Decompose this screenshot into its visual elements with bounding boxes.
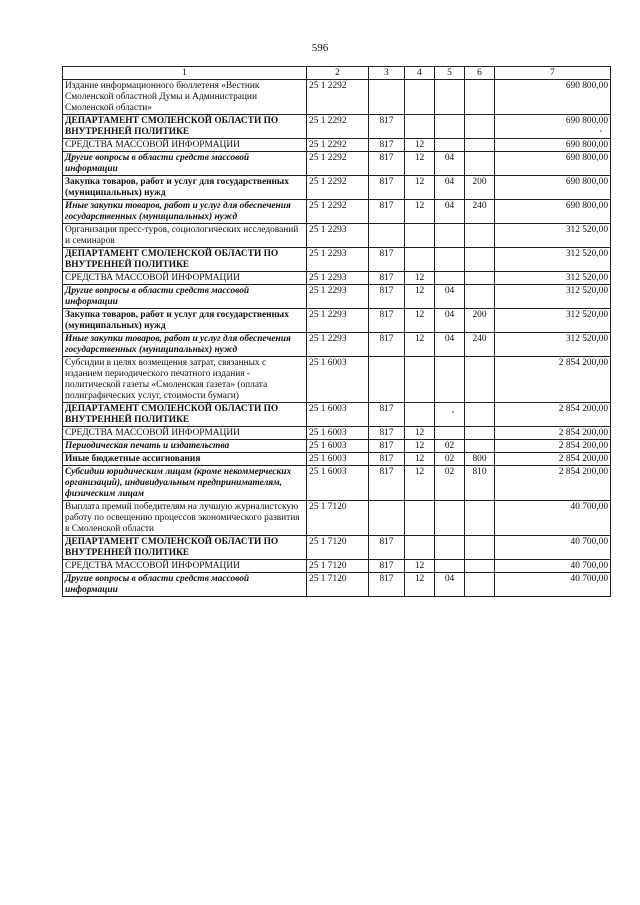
target-article-code-cell: 25 1 2292 [307,152,369,176]
table-row [63,573,611,597]
target-article-code-cell: 25 1 6003 [307,427,369,440]
ministry-code-cell: 817 [369,248,405,272]
amount-cell: 312 520,00 [495,309,611,333]
ministry-code-cell [369,357,405,403]
ministry-code-cell: 817 [369,560,405,573]
column-header: 3 [369,67,405,80]
subsection-code-cell [435,357,465,403]
target-article-code-cell: 25 1 7120 [307,536,369,560]
table-row [63,453,611,466]
subsection-code-cell [435,224,465,248]
table-row [63,536,611,560]
expense-type-cell: 240 [465,333,495,357]
target-article-code-cell: 25 1 2293 [307,309,369,333]
row-name-cell: Иные закупки товаров, работ и услуг для обеспечения государственных (муниципальных) нужд [63,200,307,224]
budget-table [62,66,611,597]
ministry-code-cell: 817 [369,403,405,427]
section-code-cell: 12 [405,200,435,224]
section-code-cell: 12 [405,285,435,309]
target-article-code-cell: 25 1 6003 [307,403,369,427]
target-article-code-cell: 25 1 2293 [307,333,369,357]
subsection-code-cell: 04 [435,152,465,176]
subsection-code-cell: 04 [435,176,465,200]
subsection-code-cell: 04 [435,309,465,333]
amount-cell: 690 800,00 [495,80,611,115]
row-name-cell: Другие вопросы в области средств массовой информации [63,573,307,597]
section-code-cell [405,248,435,272]
expense-type-cell [465,427,495,440]
ministry-code-cell: 817 [369,152,405,176]
expense-type-cell [465,357,495,403]
row-name-cell: ДЕПАРТАМЕНТ СМОЛЕНСКОЙ ОБЛАСТИ ПО ВНУТРЕННЕЙ ПОЛИТИКЕ [63,403,307,427]
amount-cell: 2 854 200,00 [495,453,611,466]
subsection-code-cell: 04 [435,333,465,357]
section-code-cell: 12 [405,453,435,466]
ministry-code-cell: 817 [369,573,405,597]
amount-cell: 40 700,00 [495,573,611,597]
subsection-code-cell [435,560,465,573]
section-code-cell: 12 [405,440,435,453]
expense-type-cell [465,115,495,139]
scan-artifact [452,411,454,413]
section-code-cell [405,403,435,427]
table-row [63,501,611,536]
target-article-code-cell: 25 1 2292 [307,80,369,115]
column-header: 2 [307,67,369,80]
table-row [63,139,611,152]
section-code-cell: 12 [405,139,435,152]
amount-cell: 312 520,00 [495,333,611,357]
expense-type-cell: 200 [465,176,495,200]
ministry-code-cell: 817 [369,272,405,285]
table-row [63,285,611,309]
row-name-cell: Издание информационного бюллетеня «Вестник Смоленской областной Думы и Администрации Смоленской области» [63,80,307,115]
expense-type-cell [465,440,495,453]
table-row [63,357,611,403]
ministry-code-cell: 817 [369,200,405,224]
amount-cell: 2 854 200,00 [495,466,611,501]
table-row [63,403,611,427]
ministry-code-cell [369,224,405,248]
ministry-code-cell: 817 [369,466,405,501]
table-body [63,80,611,597]
ministry-code-cell: 817 [369,176,405,200]
target-article-code-cell: 25 1 6003 [307,440,369,453]
expense-type-cell: 240 [465,200,495,224]
subsection-code-cell: 02 [435,453,465,466]
subsection-code-cell [435,248,465,272]
subsection-code-cell: 02 [435,466,465,501]
row-name-cell: СРЕДСТВА МАССОВОЙ ИНФОРМАЦИИ [63,427,307,440]
ministry-code-cell: 817 [369,139,405,152]
amount-cell: 40 700,00 [495,536,611,560]
amount-cell: 40 700,00 [495,501,611,536]
ministry-code-cell: 817 [369,333,405,357]
amount-cell: 690 800,00 [495,115,611,139]
target-article-code-cell: 25 1 7120 [307,573,369,597]
section-code-cell [405,536,435,560]
row-name-cell: ДЕПАРТАМЕНТ СМОЛЕНСКОЙ ОБЛАСТИ ПО ВНУТРЕННЕЙ ПОЛИТИКЕ [63,248,307,272]
target-article-code-cell: 25 1 2292 [307,115,369,139]
row-name-cell: Закупка товаров, работ и услуг для государственных (муниципальных) нужд [63,176,307,200]
target-article-code-cell: 25 1 7120 [307,501,369,536]
amount-cell: 2 854 200,00 [495,357,611,403]
table-row [63,309,611,333]
subsection-code-cell [435,139,465,152]
target-article-code-cell: 25 1 2292 [307,200,369,224]
ministry-code-cell: 817 [369,309,405,333]
table-row [63,200,611,224]
row-name-cell: Выплата премий победителям на лучшую журналистскую работу по освещению процессов экономического развития в Смоленской области [63,501,307,536]
row-name-cell: Субсидии в целях возмещения затрат, связанных с изданием периодического печатного издания - политической газеты «Смоленская газета» (оплата полиграфических услуг, стоимости бумаги) [63,357,307,403]
table-row [63,427,611,440]
ministry-code-cell: 817 [369,115,405,139]
amount-cell: 2 854 200,00 [495,403,611,427]
expense-type-cell [465,573,495,597]
table-row [63,224,611,248]
target-article-code-cell: 25 1 2293 [307,224,369,248]
expense-type-cell [465,152,495,176]
column-header: 4 [405,67,435,80]
section-code-cell: 12 [405,333,435,357]
expense-type-cell [465,285,495,309]
expense-type-cell [465,139,495,152]
row-name-cell: Организация пресс-туров, социологических исследований и семинаров [63,224,307,248]
row-name-cell: Периодическая печать и издательства [63,440,307,453]
table-row [63,560,611,573]
subsection-code-cell [435,403,465,427]
expense-type-cell [465,501,495,536]
target-article-code-cell: 25 1 7120 [307,560,369,573]
expense-type-cell [465,224,495,248]
section-code-cell: 12 [405,152,435,176]
ministry-code-cell: 817 [369,427,405,440]
subsection-code-cell: 04 [435,573,465,597]
target-article-code-cell: 25 1 2292 [307,176,369,200]
section-code-cell [405,115,435,139]
section-code-cell [405,80,435,115]
table-row [63,333,611,357]
table-row [63,115,611,139]
amount-cell: 40 700,00 [495,560,611,573]
target-article-code-cell: 25 1 6003 [307,453,369,466]
subsection-code-cell: 02 [435,440,465,453]
expense-type-cell [465,272,495,285]
subsection-code-cell: 04 [435,285,465,309]
amount-cell: 312 520,00 [495,248,611,272]
subsection-code-cell [435,536,465,560]
section-code-cell [405,224,435,248]
row-name-cell: Другие вопросы в области средств массовой информации [63,152,307,176]
row-name-cell: ДЕПАРТАМЕНТ СМОЛЕНСКОЙ ОБЛАСТИ ПО ВНУТРЕННЕЙ ПОЛИТИКЕ [63,536,307,560]
row-name-cell: ДЕПАРТАМЕНТ СМОЛЕНСКОЙ ОБЛАСТИ ПО ВНУТРЕННЕЙ ПОЛИТИКЕ [63,115,307,139]
expense-type-cell [465,536,495,560]
amount-cell: 690 800,00 [495,139,611,152]
subsection-code-cell [435,501,465,536]
target-article-code-cell: 25 1 2293 [307,272,369,285]
table-row [63,440,611,453]
column-header: 5 [435,67,465,80]
amount-cell: 312 520,00 [495,224,611,248]
ministry-code-cell [369,80,405,115]
scan-artifact [600,130,602,132]
target-article-code-cell: 25 1 2292 [307,139,369,152]
table-row [63,80,611,115]
amount-cell: 312 520,00 [495,272,611,285]
target-article-code-cell: 25 1 6003 [307,357,369,403]
table-row [63,272,611,285]
expense-type-cell [465,80,495,115]
expense-type-cell [465,248,495,272]
section-code-cell: 12 [405,466,435,501]
table-row [63,248,611,272]
row-name-cell: СРЕДСТВА МАССОВОЙ ИНФОРМАЦИИ [63,560,307,573]
section-code-cell: 12 [405,272,435,285]
row-name-cell: СРЕДСТВА МАССОВОЙ ИНФОРМАЦИИ [63,272,307,285]
section-code-cell: 12 [405,309,435,333]
section-code-cell: 12 [405,427,435,440]
subsection-code-cell [435,80,465,115]
ministry-code-cell [369,501,405,536]
subsection-code-cell: 04 [435,200,465,224]
column-header: 6 [465,67,495,80]
amount-cell: 690 800,00 [495,200,611,224]
ministry-code-cell: 817 [369,453,405,466]
section-code-cell: 12 [405,176,435,200]
expense-type-cell: 200 [465,309,495,333]
expense-type-cell [465,560,495,573]
section-code-cell [405,501,435,536]
ministry-code-cell: 817 [369,440,405,453]
ministry-code-cell: 817 [369,285,405,309]
subsection-code-cell [435,115,465,139]
amount-cell: 690 800,00 [495,152,611,176]
section-code-cell: 12 [405,560,435,573]
row-name-cell: Субсидии юридическим лицам (кроме некоммерческих организаций), индивидуальным предпринимателям, физическим лицам [63,466,307,501]
column-header: 1 [63,67,307,80]
row-name-cell: Иные бюджетные ассигнования [63,453,307,466]
subsection-code-cell [435,272,465,285]
amount-cell: 2 854 200,00 [495,440,611,453]
row-name-cell: Иные закупки товаров, работ и услуг для обеспечения государственных (муниципальных) нужд [63,333,307,357]
column-number-row [63,67,611,80]
row-name-cell: Закупка товаров, работ и услуг для государственных (муниципальных) нужд [63,309,307,333]
subsection-code-cell [435,427,465,440]
target-article-code-cell: 25 1 6003 [307,466,369,501]
section-code-cell: 12 [405,573,435,597]
row-name-cell: СРЕДСТВА МАССОВОЙ ИНФОРМАЦИИ [63,139,307,152]
amount-cell: 2 854 200,00 [495,427,611,440]
expense-type-cell [465,403,495,427]
column-header: 7 [495,67,611,80]
target-article-code-cell: 25 1 2293 [307,285,369,309]
section-code-cell [405,357,435,403]
row-name-cell: Другие вопросы в области средств массовой информации [63,285,307,309]
page-number: 596 [311,42,329,54]
target-article-code-cell: 25 1 2293 [307,248,369,272]
table-row [63,466,611,501]
table-row [63,176,611,200]
expense-type-cell: 810 [465,466,495,501]
ministry-code-cell: 817 [369,536,405,560]
table-row [63,152,611,176]
expense-type-cell: 800 [465,453,495,466]
amount-cell: 312 520,00 [495,285,611,309]
amount-cell: 690 800,00 [495,176,611,200]
